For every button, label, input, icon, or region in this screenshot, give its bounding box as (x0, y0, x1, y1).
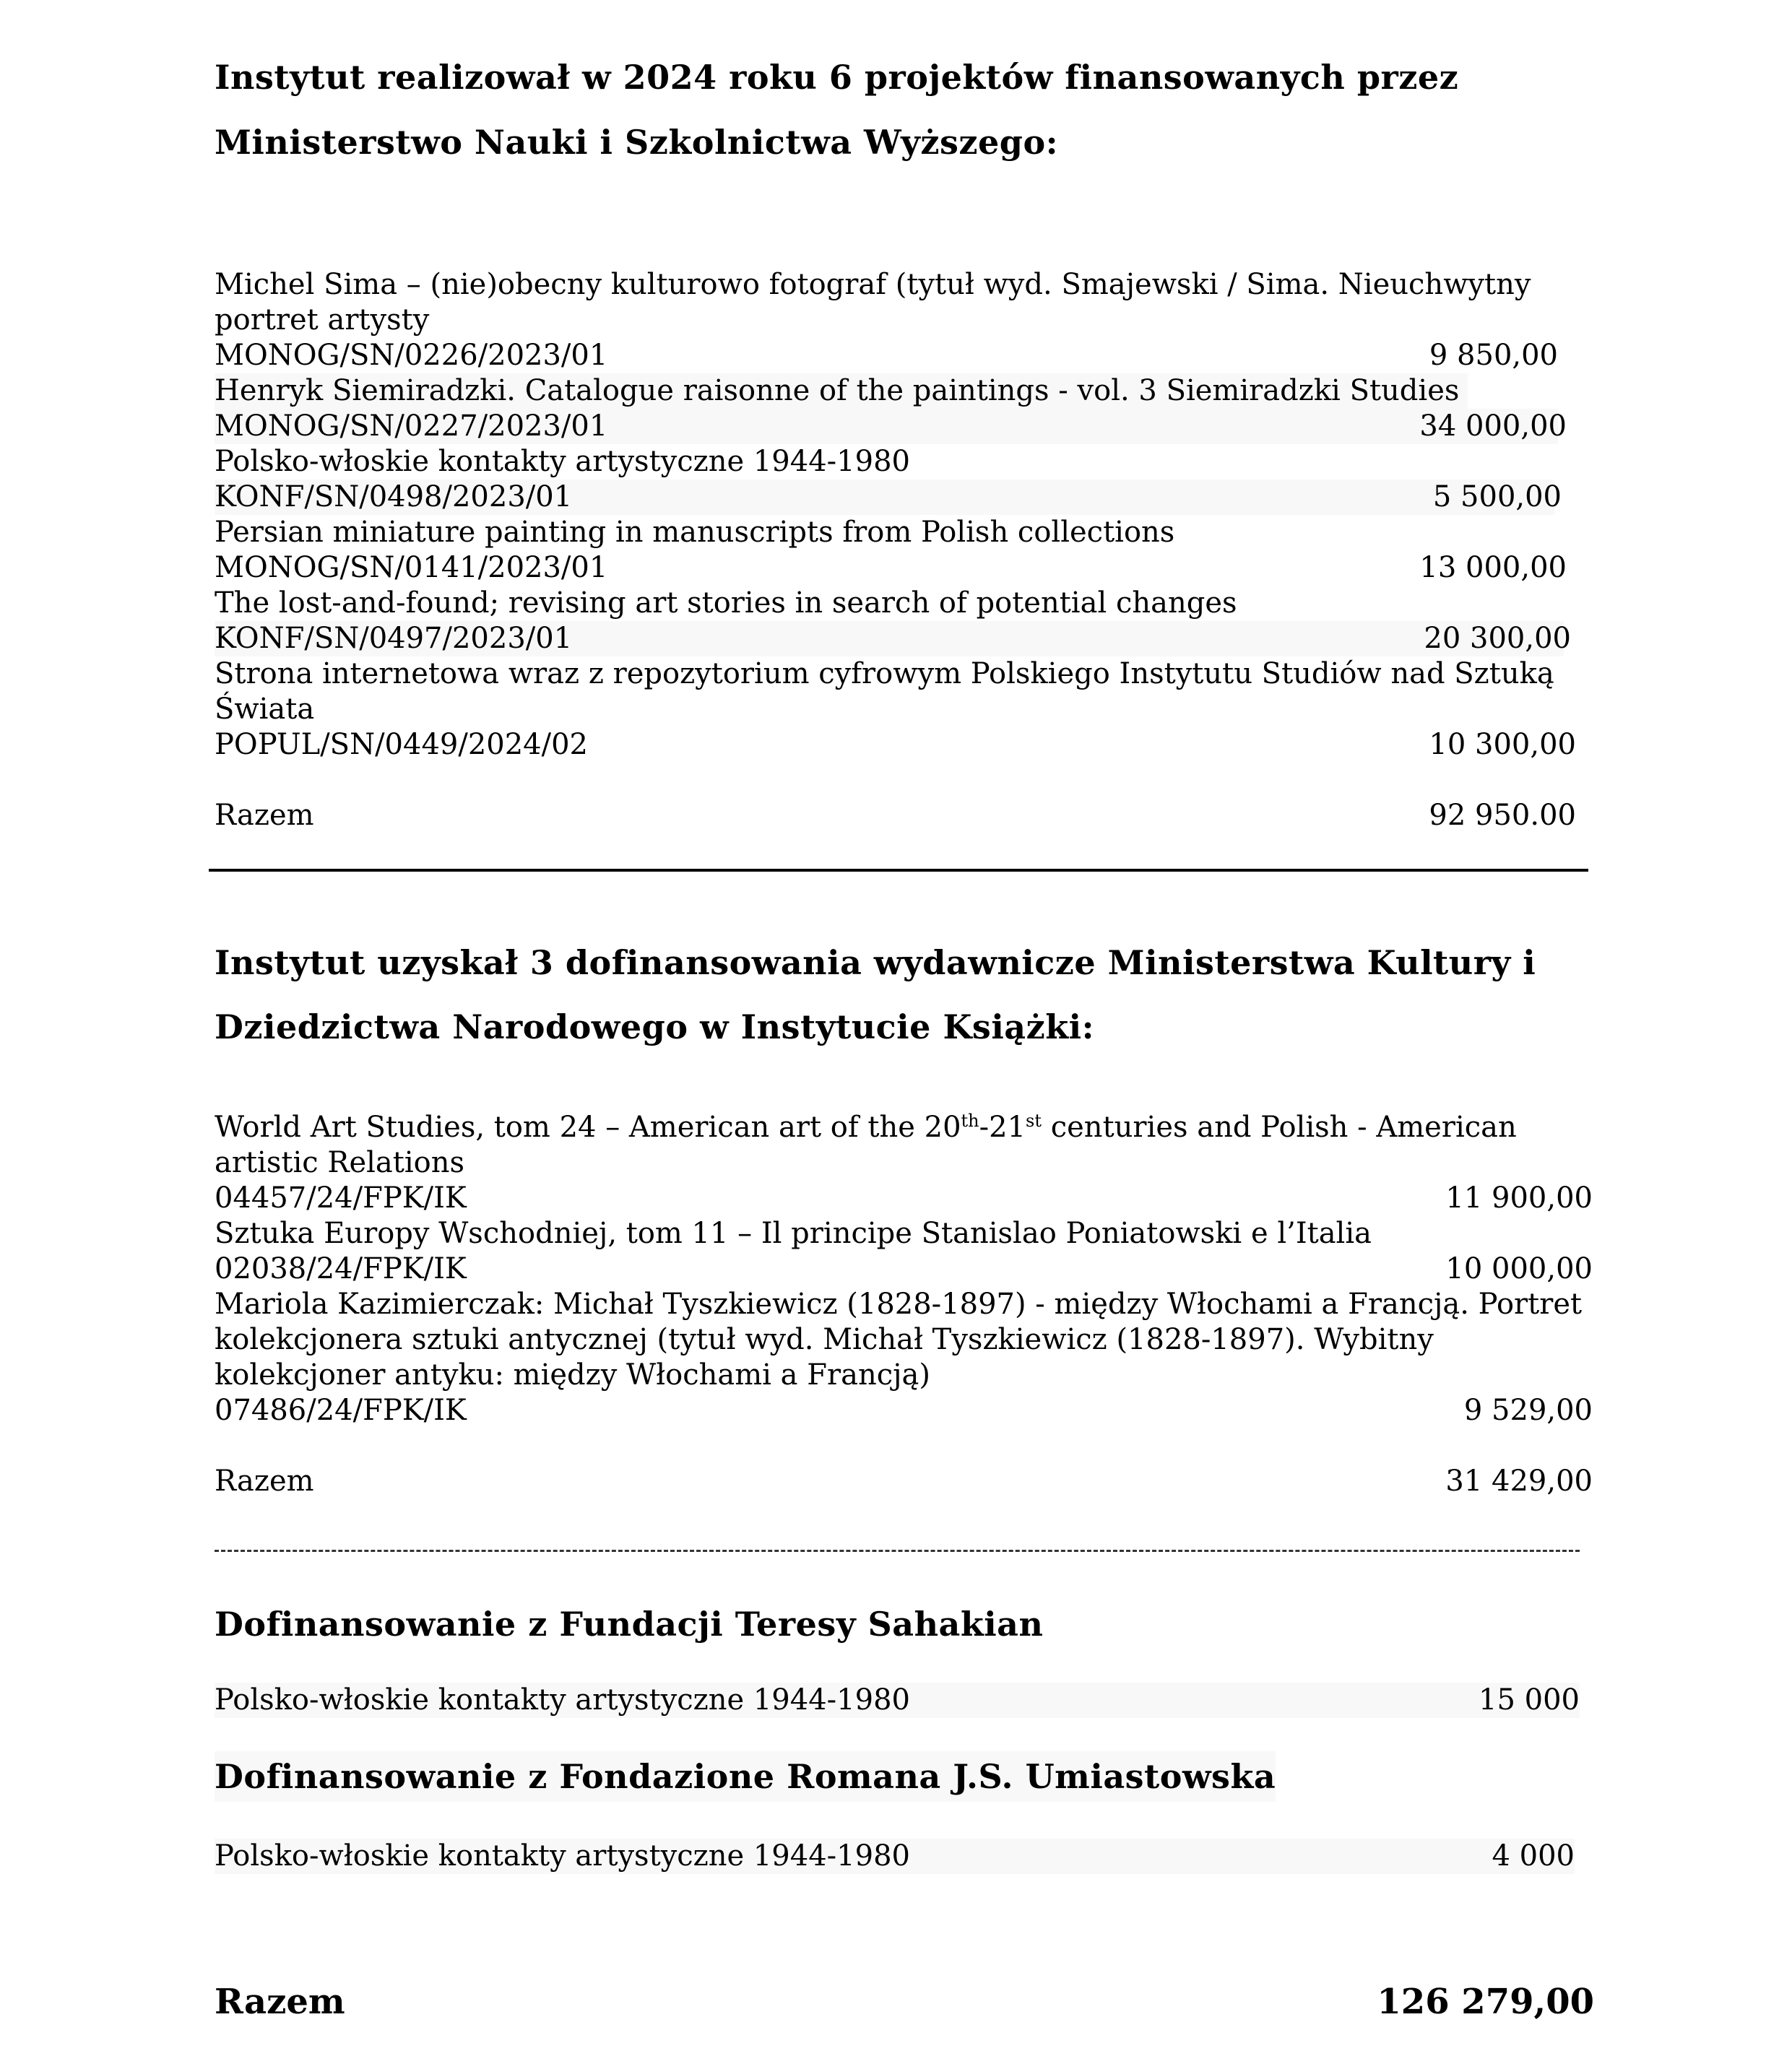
s2-item3-code: 07486/24/FPK/IK (215, 1394, 467, 1427)
s1-item6-title-line1: Strona internetowa wraz z repozytorium cyfrowym Polskiego Instytutu Studiów nad Sztuką (215, 657, 1554, 690)
s1-total-label: Razem (215, 799, 314, 832)
s2-item1-code: 04457/24/FPK/IK (215, 1181, 467, 1215)
s2-item1-title-part: centuries and Polish - American (1042, 1111, 1517, 1144)
section2-heading-line2: Dziedzictwa Narodowego w Instytucie Książki: (215, 1007, 1095, 1046)
s2-item3-title-line1: Mariola Kazimierczak: Michał Tyszkiewicz (1828-1897) - między Włochami a Francją. Portret (215, 1288, 1583, 1321)
s1-item5-title: The lost-and-found; revising art stories in search of potential changes (215, 586, 1237, 620)
section2-heading-line1: Instytut uzyskał 3 dofinansowania wydawnicze Ministerstwa Kultury i (215, 943, 1536, 982)
s1-item2-title: Henryk Siemiradzki. Catalogue raisonne of the paintings - vol. 3 Siemiradzki Studies (215, 373, 1468, 409)
s2-item1-title-part: World Art Studies, tom 24 – American art of the 20 (215, 1111, 961, 1144)
s4-item-amount: 4 000 (1492, 1839, 1575, 1873)
s2-item1-title-line2: artistic Relations (215, 1146, 465, 1179)
section1-heading-line1: Instytut realizował w 2024 roku 6 projektów finansowanych przez (215, 58, 1459, 97)
section-divider (209, 869, 1588, 872)
s1-item3-title: Polsko-włoskie kontakty artystyczne 1944-1980 (215, 445, 910, 478)
s1-item6-title-line2: Świata (215, 693, 315, 726)
s2-item1-amount: 11 900,00 (1445, 1181, 1593, 1215)
s1-item3-code: KONF/SN/0498/2023/01 (215, 480, 1554, 515)
s2-item1-title-line1 (215, 1110, 1517, 1145)
s1-item5-amount: 20 300,00 (1424, 622, 1571, 655)
section3-heading: Dofinansowanie z Fundacji Teresy Sahakian (215, 1605, 1044, 1644)
s2-item2-title: Sztuka Europy Wschodniej, tom 11 – Il principe Stanislao Poniatowski e l’Italia (215, 1217, 1372, 1250)
grand-total-label: Razem (215, 1982, 345, 2022)
section4-heading: Dofinansowanie z Fondazione Romana J.S. Umiastowska (215, 1751, 1276, 1802)
s4-item-title: Polsko-włoskie kontakty artystyczne 1944-1980 (215, 1839, 1575, 1874)
s2-item3-amount: 9 529,00 (1463, 1394, 1593, 1427)
dashed-divider (215, 1550, 1580, 1552)
s1-item1-amount: 9 850,00 (1429, 339, 1558, 372)
s3-item-amount: 15 000 (1479, 1683, 1580, 1717)
s2-item3-title-line3: kolekcjoner antyku: między Włochami a Francją) (215, 1358, 930, 1392)
s2-item3-title-line2: kolekcjonera sztuki antycznej (tytuł wyd. Michał Tyszkiewicz (1828-1897). Wybitny (215, 1323, 1434, 1356)
superscript-st: st (1026, 1111, 1042, 1131)
s1-total-value: 92 950.00 (1429, 799, 1576, 832)
s1-item2-amount: 34 000,00 (1419, 409, 1567, 443)
grand-total-value: 126 279,00 (1377, 1982, 1594, 2022)
s1-item4-code: MONOG/SN/0141/2023/01 (215, 551, 608, 584)
s1-item5-code: KONF/SN/0497/2023/01 (215, 621, 1564, 656)
s2-item1-title-part: -21 (979, 1111, 1026, 1144)
s1-item2-code: MONOG/SN/0227/2023/01 (215, 409, 1558, 444)
s1-item1-title-line1: Michel Sima – (nie)obecny kulturowo fotograf (tytuł wyd. Smajewski / Sima. Nieuchwytny (215, 268, 1531, 301)
s2-total-label: Razem (215, 1465, 314, 1498)
s2-total-value: 31 429,00 (1445, 1465, 1593, 1498)
s1-item4-amount: 13 000,00 (1419, 551, 1567, 584)
s1-item6-amount: 10 300,00 (1429, 728, 1576, 761)
s1-item1-code: MONOG/SN/0226/2023/01 (215, 339, 608, 372)
superscript-th: th (961, 1111, 979, 1131)
s1-item6-code: POPUL/SN/0449/2024/02 (215, 728, 588, 761)
s2-item2-code: 02038/24/FPK/IK (215, 1252, 467, 1285)
s1-item3-amount: 5 500,00 (1432, 480, 1562, 513)
s3-item-title: Polsko-włoskie kontakty artystyczne 1944-1980 (215, 1683, 1580, 1718)
section1-heading-line2: Ministerstwo Nauki i Szkolnictwa Wyższego: (215, 123, 1059, 162)
s1-item1-title-line2: portret artysty (215, 303, 430, 337)
s2-item2-amount: 10 000,00 (1445, 1252, 1593, 1285)
s1-item4-title: Persian miniature painting in manuscripts from Polish collections (215, 516, 1175, 549)
